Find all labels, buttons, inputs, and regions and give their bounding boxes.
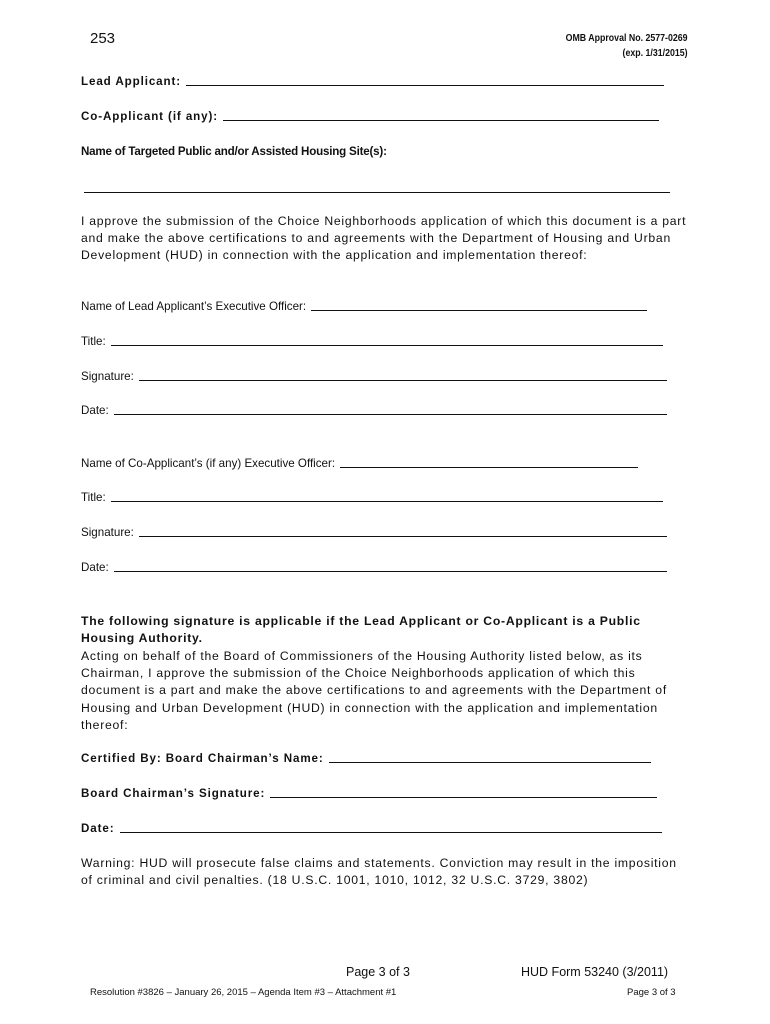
pha-heading: The following signature is applicable if the Lead Applicant or Co-Applicant is a Public Housing Authority. <box>81 614 641 646</box>
page-number: 253 <box>90 30 116 47</box>
chairman-signature-field[interactable] <box>270 797 657 798</box>
co-title-row <box>81 491 663 504</box>
co-applicant-row <box>81 110 659 123</box>
co-officer-label: Name of Co-Applicant’s (if any) Executive Officer: <box>81 457 336 470</box>
footer-page-of-small: Page 3 of 3 <box>627 987 676 998</box>
omb-expiration: (exp. 1/31/2015) <box>622 48 688 59</box>
lead-applicant-label: Lead Applicant: <box>81 75 182 88</box>
lead-signature-field[interactable] <box>139 380 667 381</box>
lead-applicant-row <box>81 75 664 88</box>
co-applicant-label: Co-Applicant (if any): <box>81 110 219 123</box>
warning-text: Warning: HUD will prosecute false claims and statements. Conviction may result in the imposition of criminal and civil penalties. (18 U.S.C. 1001, 1010, 1012, 32 U.S.C. 3729, 3802) <box>81 856 677 888</box>
lead-date-field[interactable] <box>114 414 667 415</box>
chairman-signature-row <box>81 787 657 800</box>
pha-paragraph: Acting on behalf of the Board of Commissioners of the Housing Authority listed below, as its Chairman, I approve the submission of the Choice Neighborhoods application of which this document is a part and make the above certifications to and agreements with the Department of Housing and Urban Development (HUD) in connection with the application and implementation thereof: <box>81 649 667 732</box>
co-date-label: Date: <box>81 561 109 574</box>
lead-title-row <box>81 335 663 348</box>
certified-by-label: Certified By: Board Chairman’s Name: <box>81 752 324 765</box>
lead-signature-row <box>81 370 667 383</box>
site-row <box>81 145 387 158</box>
certified-by-row <box>81 752 651 765</box>
chairman-signature-label: Board Chairman’s Signature: <box>81 787 266 800</box>
pha-date-field[interactable] <box>120 832 662 833</box>
pha-date-row <box>81 822 662 835</box>
co-applicant-field[interactable] <box>223 120 659 121</box>
pha-date-label: Date: <box>81 822 115 835</box>
lead-date-label: Date: <box>81 404 109 417</box>
omb-approval <box>566 31 688 61</box>
lead-date-row <box>81 404 667 417</box>
approval-paragraph: I approve the submission of the Choice Neighborhoods application of which this document is a part and make the above certifications to and agreements with the Department of Housing and Urban Development (HUD) in connection with the application and implementation thereof: <box>81 214 687 263</box>
lead-signature-label: Signature: <box>81 370 134 383</box>
co-signature-row <box>81 526 667 539</box>
co-officer-field[interactable] <box>340 467 638 468</box>
footer-hud-form: HUD Form 53240 (3/2011) <box>521 965 669 979</box>
co-signature-label: Signature: <box>81 526 134 539</box>
co-officer-row <box>81 457 638 470</box>
co-date-row <box>81 561 667 574</box>
co-signature-field[interactable] <box>139 536 667 537</box>
co-title-field[interactable] <box>111 501 663 502</box>
co-date-field[interactable] <box>114 571 667 572</box>
site-field[interactable] <box>84 192 670 193</box>
site-label: Name of Targeted Public and/or Assisted Housing Site(s): <box>81 145 387 158</box>
footer-resolution: Resolution #3826 – January 26, 2015 – Agenda Item #3 – Attachment #1 <box>90 987 397 998</box>
lead-title-field[interactable] <box>111 345 663 346</box>
lead-title-label: Title: <box>81 335 106 348</box>
lead-applicant-field[interactable] <box>186 85 664 86</box>
footer-page-of: Page 3 of 3 <box>346 965 410 979</box>
co-title-label: Title: <box>81 491 106 504</box>
lead-officer-row <box>81 300 647 313</box>
lead-officer-label: Name of Lead Applicant’s Executive Officer: <box>81 300 307 313</box>
lead-officer-field[interactable] <box>311 310 647 311</box>
chairman-name-field[interactable] <box>329 762 651 763</box>
omb-approval-number: OMB Approval No. 2577-0269 <box>566 33 688 44</box>
